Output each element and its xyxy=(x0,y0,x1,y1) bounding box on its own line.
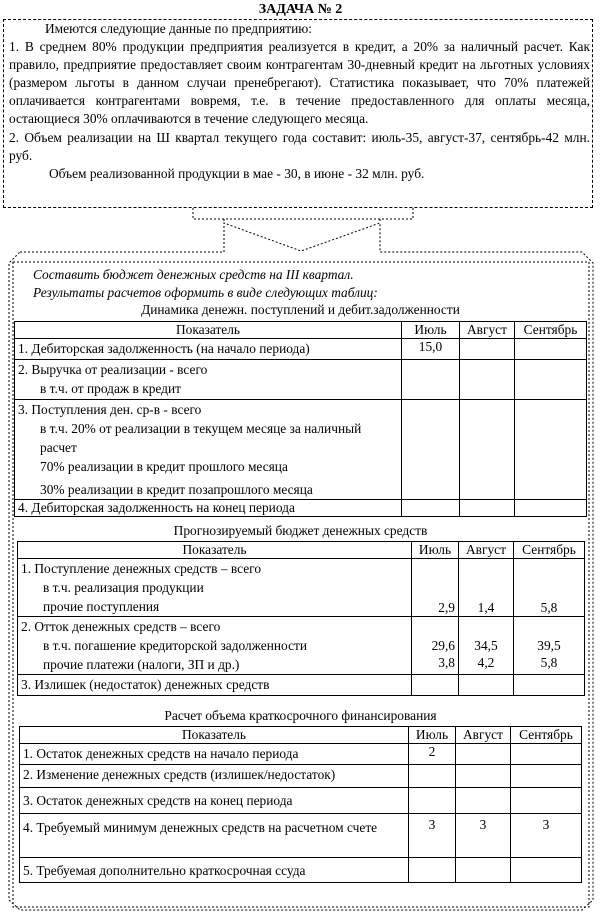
t2-row2-august xyxy=(459,617,514,675)
t1-row1-july: 15,0 xyxy=(402,339,460,360)
t1-row3-label: 3. Поступления ден. ср-в - всего xyxy=(18,402,202,417)
t3-row1-july: 2 xyxy=(409,744,456,765)
cash-budget-table xyxy=(17,541,585,696)
task-intro: Имеются следующие данные по предприятию: xyxy=(45,21,313,36)
t2-row2-august-repay: 34,5 xyxy=(474,638,498,653)
t2-row2-sub-b: прочие платежи (налоги, ЗП и др.) xyxy=(43,657,240,672)
t2-header-july: Июль xyxy=(412,542,459,559)
t3-row4-august: 3 xyxy=(456,814,511,858)
receivables-table xyxy=(14,321,587,517)
t2-row2-sub-a: в т.ч. погашение кредиторской задолженности xyxy=(43,638,308,653)
instruction-line-2: Результаты расчетов оформить в виде следующих таблиц: xyxy=(33,285,378,300)
t2-row2-september-other: 5,8 xyxy=(540,655,558,670)
t2-row1-july: 2,9 xyxy=(412,559,459,617)
t3-header-july: Июль xyxy=(409,727,456,744)
t1-row4-label: 4. Дебиторская задолженность на конец периода xyxy=(15,500,402,517)
t1-row3-sub-c: 30% реализации в кредит позапрошлого месяца xyxy=(40,482,313,497)
t2-row2-august-other: 4,2 xyxy=(477,655,495,670)
t1-row2-label: 2. Выручка от реализации - всего xyxy=(18,362,208,377)
t1-row2 xyxy=(15,360,402,400)
t1-header-indicator: Показатель xyxy=(15,322,402,339)
t2-row1-august: 1,4 xyxy=(459,559,514,617)
financing-table xyxy=(19,726,582,883)
t3-row1-label: 1. Остаток денежных средств на начало периода xyxy=(20,744,409,765)
task-paragraph-1: 1. В среднем 80% продукции предприятия реализуется в кредит, а 20% за наличный расчет. Как правило, предприятие предоставляет своим контрагентам 30-дневный кредит на льготных условиях (размером льготы в данном случаи пренебрегают). Статистика показывает, что 70% платежей оплачивается контрагентами вовремя, т.е. в течение предоставленного для оплаты месяца, остающиеся 30% оплачиваются в течение следующего месяца. xyxy=(9,39,590,127)
task-paragraph-2: 2. Объем реализации на Ш квартал текущего года составит: июль-35, август-37, сентябрь-42 млн. руб. xyxy=(9,129,590,163)
table2-caption: Прогнозируемый бюджет денежных средств xyxy=(173,523,428,538)
t2-header-august: Август xyxy=(459,542,514,559)
table1-caption: Динамика денежн. поступлений и дебит.задолженности xyxy=(141,302,460,317)
t2-row2-july xyxy=(412,617,459,675)
instruction-line-1: Составить бюджет денежных средств на III квартал. xyxy=(33,267,354,282)
t1-row3-sub-b: 70% реализации в кредит прошлого месяца xyxy=(40,459,288,474)
task-title: ЗАДАЧА № 2 xyxy=(258,2,343,17)
t2-row1-sub-b: прочие поступления xyxy=(43,599,160,614)
t1-row3 xyxy=(15,400,402,500)
t3-row5-label: 5. Требуемая дополнительно краткосрочная ссуда xyxy=(20,858,409,883)
t1-row3-sub-a: в т.ч. 20% от реализации в текущем месяце за наличный расчет xyxy=(40,421,362,455)
t1-row1-label: 1. Дебиторская задолженность (на начало периода) xyxy=(15,339,402,360)
t3-header-indicator: Показатель xyxy=(20,727,409,744)
t2-row1 xyxy=(18,559,412,617)
t2-row2-september-repay: 39,5 xyxy=(537,638,561,653)
task-paragraph-3: Объем реализованной продукции в мае - 30, в июне - 32 млн. руб. xyxy=(49,165,425,181)
t2-row2-july-other: 3,8 xyxy=(438,655,455,670)
t2-row2-label: 2. Отток денежных средств – всего xyxy=(21,619,221,634)
t1-header-august: Август xyxy=(460,322,515,339)
t3-row4-label: 4. Требуемый минимум денежных средств на расчетном счете xyxy=(20,814,409,858)
t2-header-indicator: Показатель xyxy=(18,542,412,559)
t2-row2-july-repay: 29,6 xyxy=(431,638,455,653)
t3-row4-september: 3 xyxy=(511,814,582,858)
table3-caption: Расчет объема краткосрочного финансирования xyxy=(164,708,437,723)
t1-row2-sub: в т.ч. от продаж в кредит xyxy=(40,381,182,396)
t3-row2-label: 2. Изменение денежных средств (излишек/недостаток) xyxy=(20,765,409,788)
t3-header-september: Сентябрь xyxy=(511,727,582,744)
t2-row1-september: 5,8 xyxy=(514,559,585,617)
t3-header-august: Август xyxy=(456,727,511,744)
t1-header-july: Июль xyxy=(402,322,460,339)
t2-header-september: Сентябрь xyxy=(514,542,585,559)
t2-row1-sub-a: в т.ч. реализация продукции xyxy=(43,580,204,595)
t2-row1-label: 1. Поступление денежных средств – всего xyxy=(21,561,262,576)
t2-row2 xyxy=(18,617,412,675)
t2-row2-september xyxy=(514,617,585,675)
t3-row3-label: 3. Остаток денежных средств на конец периода xyxy=(20,788,409,814)
t1-header-september: Сентябрь xyxy=(515,322,587,339)
t3-row4-july: 3 xyxy=(409,814,456,858)
t2-row3-label: 3. Излишек (недостаток) денежных средств xyxy=(18,675,412,696)
